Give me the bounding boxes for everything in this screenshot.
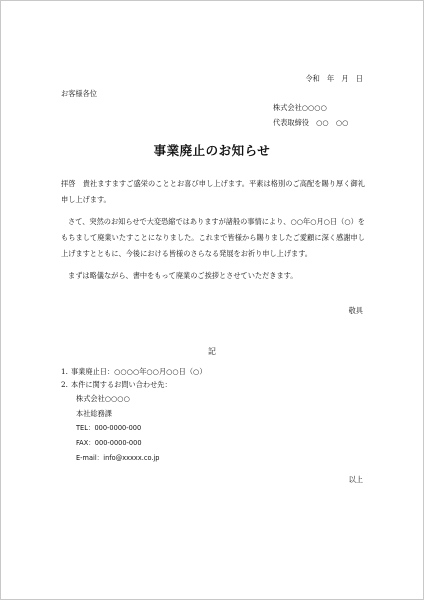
closing-word: 敬具 <box>348 306 363 315</box>
list-item <box>61 378 207 391</box>
ki-heading: 記 <box>208 347 216 356</box>
list-item <box>61 365 207 378</box>
item-text: 事業廃止日：○○○○年○○月○○日（○） <box>71 367 207 376</box>
contact-fax: FAX：000-0000-000 <box>76 439 142 447</box>
contact-tel: TEL：000-0000-000 <box>76 424 142 432</box>
sender-representative: 代表取締役 ○○ ○○ <box>273 118 349 127</box>
item-text: 本件に関するお問い合わせ先： <box>71 380 172 389</box>
end-mark: 以上 <box>348 475 363 484</box>
body-paragraph-1: 拝啓 貴社ますますご盛栄のこととお喜び申し上げます。平素は格別のご高配を賜り厚く御礼申し上げます。 <box>61 179 365 204</box>
contact-department: 本社総務課 <box>76 409 112 418</box>
sender-company: 株式会社○○○○ <box>273 103 327 112</box>
item-number: 1. <box>61 367 68 376</box>
details-list <box>61 365 207 466</box>
document-title: 事業廃止のお知らせ <box>153 143 271 158</box>
body-paragraph-3: まずは略儀ながら、書中をもって廃業のご挨拶とさせていただきます。 <box>68 271 298 280</box>
contact-company: 株式会社○○○○ <box>76 394 130 403</box>
document-date: 令和 年 月 日 <box>305 74 363 83</box>
item-number: 2. <box>61 380 68 389</box>
addressee: お客様各位 <box>61 89 97 98</box>
letter-body <box>61 176 365 290</box>
contact-email: E-mail：info@xxxxx.co.jp <box>76 454 160 462</box>
body-paragraph-2: さて、突然のお知らせで大変恐縮ではありますが諸般の事情により、○○年○月○日（○）をもちまして廃業いたすことになりました。これまで皆様から賜りましたご愛顧に深く感謝申し上げますとともに、今後における皆様のさらなる発展をお祈り申し上げます。 <box>61 217 365 258</box>
